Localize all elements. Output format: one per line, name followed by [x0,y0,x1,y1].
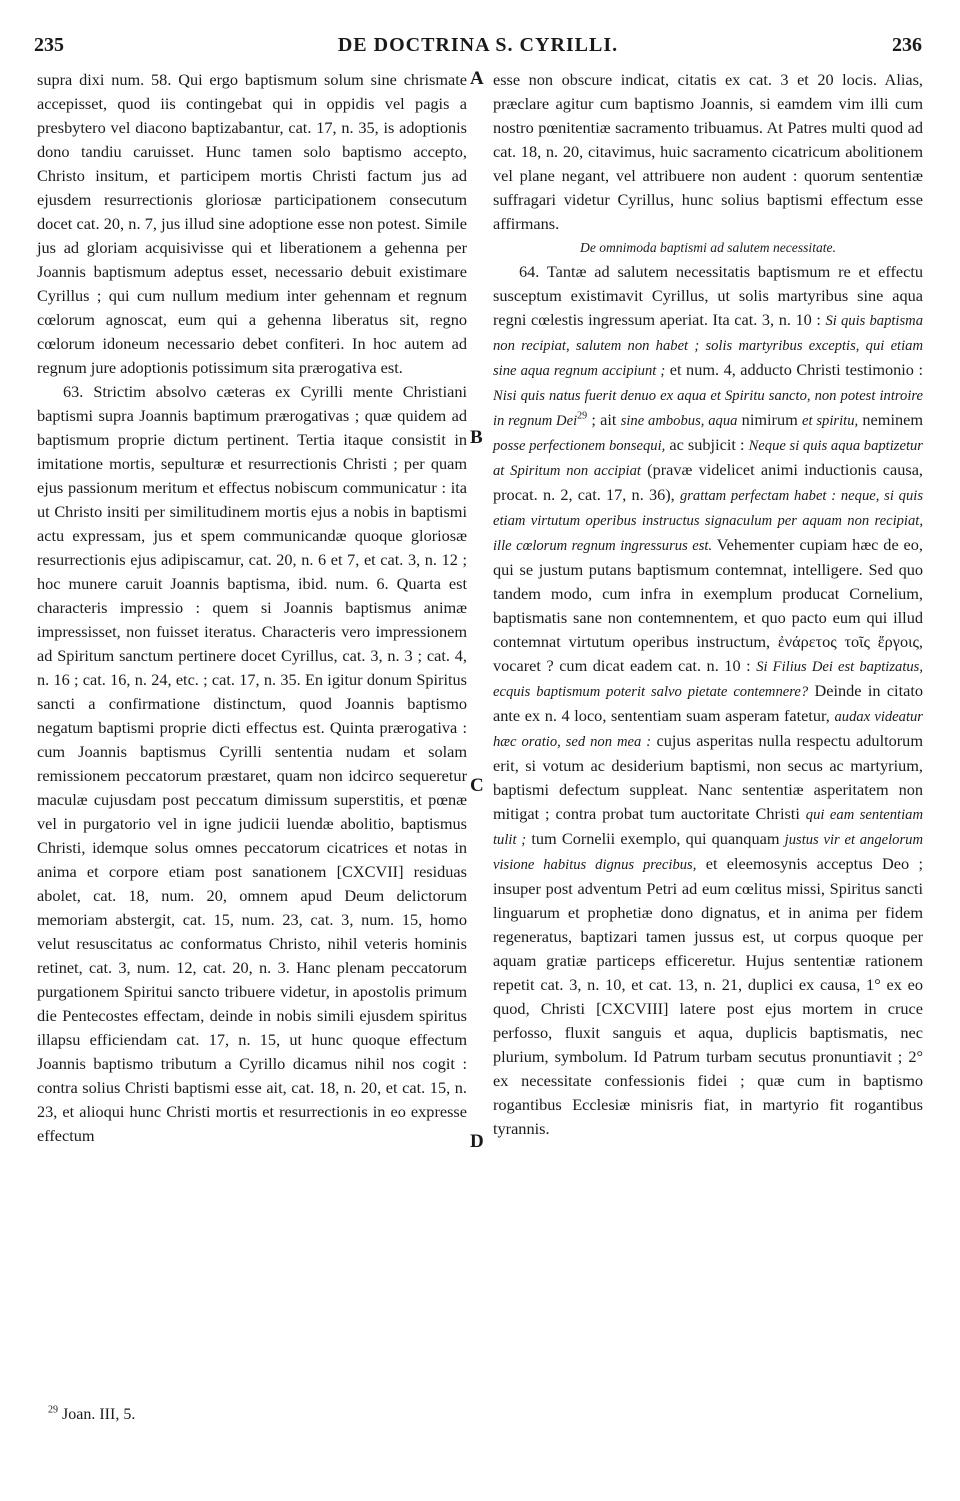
right-paragraph-64 [493,260,923,1141]
footnote-number: 29 [48,1404,58,1416]
section-subheading: De omnimoda baptismi ad salutem necessitate. [580,240,836,255]
left-paragraph-1: supra dixi num. 58. Qui ergo baptismum solum sine chrismate accepisset, quod iis contingebat qui in oppidis vel pagis a presbytero vel diacono baptizabantur, cat. 17, n. 35, is adoptionis dono tandiu caruisset. Hunc tamen solo baptismo accepto, Christo insitum, et participem mortis Christi factum jus ad ejusdem resurrectionis gloriosæ participationem consecutum docet cat. 20, n. 7, jus illud sine adoptione esse non potest. Simile jus ad gloriam acquisivisse qui et liberationem a gehenna per Joannis baptismum adeptus esset, necessario debuit existimare Cyrillus ; qui cum nullum medium inter gehennam et regnum cœlorum agnoscat, eum qui a gehenna liberatus sit, regno cœlorum idoneum necessario debet confiteri. In hoc autem ad regnum jure adoptionis potissimum sita prærogativa est. [37,70,467,377]
footnote-ref[interactable]: 29 [577,410,588,422]
left-column [37,68,467,1148]
text-run: (pravæ videlicet animi inductionis causa, procat. n. 2, cat. 17, n. 36), [493,460,923,504]
text-run: ac subjicit : [665,435,749,454]
margin-marker-b: B [470,427,483,448]
quote-run: audax videatur hæc oratio, sed non mea : [493,709,923,750]
text-run: et num. 4, adducto Christi testimonio : [665,360,923,379]
quote-run: qui eam sententiam tulit ; [493,807,923,848]
text-run: Vehementer cupiam hæc de eo, qui se justum putans baptismum contemnat, intelligere. Sed quo tandem modo, cum infra in exemplum producat Cornelium, baptismatis sane non contemnentem, et quo pacto eum qui illud contemnat virtutum operibus instructum, ἐνάρετος τοῖς ἔργοις, vocaret ? cum dicat eadem cat. n. 10 : [493,535,923,675]
quote-run: justus vir et angelorum visione habitus dignus precibus, [493,832,923,873]
right-column [493,68,923,1141]
quote-run: sine ambobus, aqua [620,413,738,429]
right-paragraph-1: esse non obscure indicat, citatis ex cat. 3 et 20 locis. Alias, præclare agitur cum baptismo Joannis, si eamdem vim illi cum nostro pœnitentiæ sacramento tribuamus. At Patres multi quod ad cat. 18, n. 20, citavimus, huic sacramento cicatricum abolitionem vel plane negant, vel attribuere non audent : quorum sententiæ suffragari videtur Cyrillus, hunc solius baptismi effectum esse affirmans. [493,70,923,233]
page-number-left: 235 [34,34,64,56]
quote-run: grattam perfectam habet : neque, si quis etiam virtutum operibus instructus signaculum per aquam non recipiat, ille cœlorum regnum ingressurus est. [493,488,923,554]
margin-marker-c: C [470,775,484,796]
text-run: tum Cornelii exemplo, qui quanquam [526,829,785,848]
margin-marker-d: D [470,1131,484,1152]
footnote [48,1406,135,1424]
text-run: ; ait [587,410,621,429]
running-title: DE DOCTRINA S. CYRILLI. [337,34,619,56]
quote-run: posse perfectionem bonsequi, [493,438,666,454]
left-paragraph-63: 63. Strictim absolvo cæteras ex Cyrilli mente Christiani baptismi supra Joannis baptimum prærogativas ; quæ quidem ad baptismum proprie dictum pertinent. Tertia itaque consistit in imitatione mortis, sepulturæ et resurrectionis Christi ; per quam ejus passionum meritum et effectus nobiscum communicatur : ita ut Christo insiti per similitudinem mortis ejus a nobis in baptismi actu expressam, jus et spem communicandæ quoque gloriosæ resurrectionis ejus adipiscamur, cat. 20, n. 6 et 7, et cat. 3, n. 12 ; hoc munere caruit Joannis baptisma, ibid. num. 6. Quarta est characteris impressio : quem si Joannis baptismus animæ impressisset, non fuisset iteratus. Characteris vero impressionem ad Spiritum sanctum pertinere docet Cyrillus, cat. 3, n. 3 ; cat. 4, n. 16 ; cat. 16, n. 24, etc. ; cat. 17, n. 35. En igitur donum Spiritus sancti a confirmatione distinctum, quod Joannis baptismo negatum baptismi proprie dicti effectus est. Quinta prærogativa : cum Joannis baptismus Cyrilli sententia nudam et solam remissionem peccatorum præstaret, quam non idcirco sequeretur maculæ cujusdam post peccatum dimissum superstitis, et pœnæ vel in purgatorio vel in igne judicii luendæ abolitio, baptismus Christi, idemque solus omnes peccatorum cicatrices et notas in anima et corpore etiam post sanationem [CXCVII] residuas abolet, cat. 18, num. 20, omnem apud Deum delictorum memoriam abstergit, cat. 15, num. 23, cat. 3, num. 15, homo velut resuscitatus ac conformatus Christo, nihil veteris hominis retinet, cat. 3, num. 12, cat. 20, n. 3. Hanc plenam peccatorum purgationem Spiritui sancto tribuere videtur, in apostolis primum die Pentecostes effectam, deinde in nobis simili ejusdem spiritus illapsu efficiendam cat. 17, n. 15, ut hunc quoque effectum Joannis baptismo tributum a Cyrillo dicamus nihil nos cogit : contra solius Christi baptismi esse ait, cat. 18, n. 20, et cat. 15, n. 23, et alioqui hunc Christi mortis et resurrectionis in eo expresse effectum [37,382,467,1145]
page-number-right: 236 [892,34,922,56]
quote-run: Si Filius Dei est baptizatus, ecquis baptismum poterit salvo pietate contemnere? [493,659,924,700]
footnote-text: Joan. III, 5. [58,1406,136,1423]
text-run: 64. Tantæ ad salutem necessitatis baptismum re et effectu susceptum existimavit Cyrillus, ut solis martyribus sine aqua regni cœlestis ingressum aperiat. Ita cat. 3, n. 10 : [493,262,923,329]
quote-run: et spiritu, [802,413,859,429]
text-run: cujus asperitas nulla respectu adultorum erit, si votum ac desiderium baptismi, non secus ac martyrium, baptismi defectum suppleat. Nanc sententiæ asperitatem non mitigat ; contra probat tum auctoritate Christi [493,731,923,823]
text-run: et eleemosynis acceptus Deo ; insuper post adventum Petri ad eum cœlitus missi, Spiritus sancti linguarum et prophetiæ dono dignatus, et in anima per fidem regeneratus, baptizari tamen jussus est, ut corpus quoque per aquam gratiæ particeps efficeretur. Hujus sententiæ rationem repetit cat. 3, n. 10, et cat. 13, n. 21, duplici ex causa, 1° ex eo quod, Christi [CXCVIII] latere post ejus mortem in cruce perfosso, fluxit sanguis et aqua, duplicis baptismatis, nec plurium, symbolum. Id Patrum turbam secutus pronuntiavit ; 2° ex necessitate confessionis fidei ; quæ cum in baptismo rogantibus Ecclesiæ minisris fiat, in martyrio fit rogantibus tyrannis. [493,854,924,1138]
text-run: Deinde in citato ante ex n. 4 loco, sententiam suam asperam fatetur, [493,681,923,725]
text-run: neminem [858,410,923,429]
page-header [34,34,922,62]
text-run: nimirum [737,410,803,429]
quote-run: Neque si quis aqua baptizetur at Spiritum non accipiat [493,438,923,479]
margin-marker-a: A [470,68,484,89]
quote-run: Nisi quis natus fuerit denuo ex aqua et Spiritu sancto, non potest introire in regnum Dei [493,388,923,429]
quote-run: Si quis baptisma non recipiat, salutem non habet ; solis martyribus exceptis, qui etiam sine aqua regnum accipiunt ; [493,313,924,379]
